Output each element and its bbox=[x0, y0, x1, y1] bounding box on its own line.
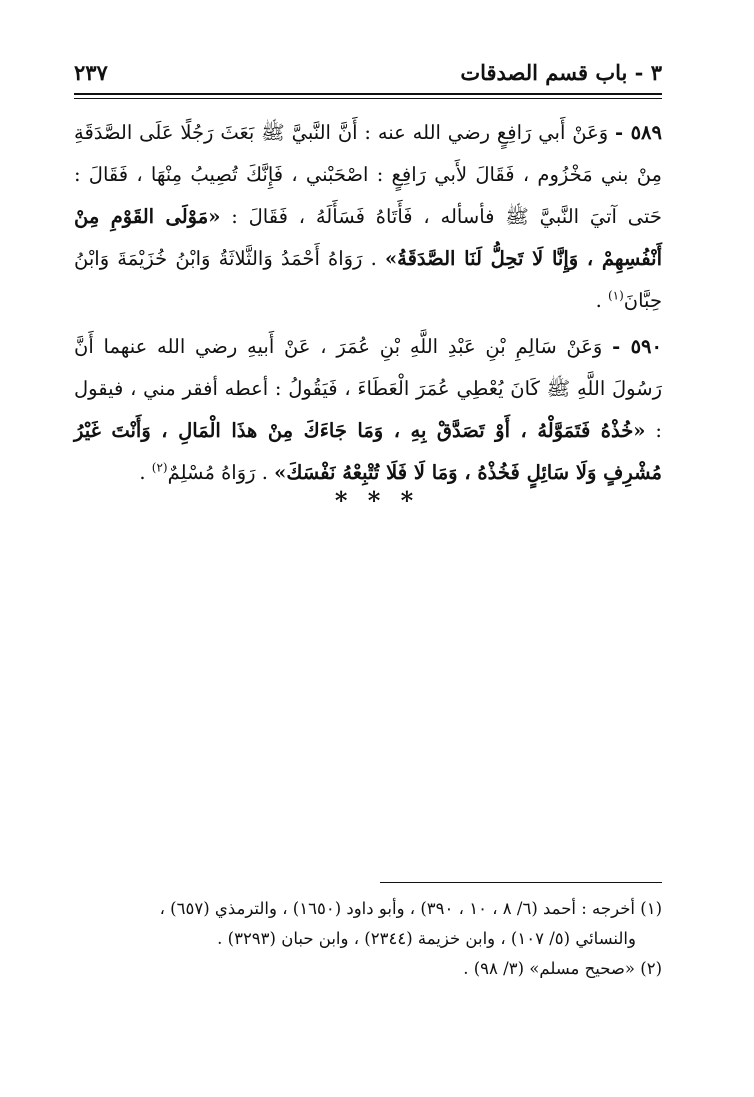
footnote-rule bbox=[380, 882, 662, 883]
hadith-number: ٥٨٩ - bbox=[615, 121, 662, 144]
hadith-text: وَعَنْ أَبي رَافِعٍ رضي الله عنه : أَنَّ النَّبيَّ ﷺ بَعَثَ رَجُلًا عَلَى الصَّدَقَةِ bbox=[74, 121, 609, 144]
header-rule bbox=[74, 93, 662, 95]
hadith-590 bbox=[74, 326, 662, 494]
hadith-end: . bbox=[139, 461, 146, 484]
page-header bbox=[74, 58, 662, 92]
hadith-quote: «مَوْلَى القَوْمِ مِنْ أَنْفُسِهِمْ ، وَإِنَّا لَا تَحِلُّ لَنَا الصَّدَقَةُ» bbox=[74, 205, 662, 270]
hadith-quote: «خُذْهُ فَتَمَوَّلْهُ ، أَوْ تَصَدَّقْ بِهِ ، وَمَا جَاءَكَ مِنْ هذَا الْمَالِ ، وَأَنْتَ غَيْرُ مُشْرِفٍ وَلَا سَائِلٍ فَخُذْهُ ، وَمَا لَا فَلَا تُتْبِعْهُ نَفْسَكَ» bbox=[74, 419, 662, 484]
hadith-text: حَتى آتيَ النَّبيَّ ﷺ فأسأله ، فَأَتَاهُ فَسَأَلَهُ ، فَقَالَ : bbox=[231, 205, 662, 228]
hadith-589 bbox=[74, 112, 662, 322]
hadith-text: مِنْ بني مَخْزُوم ، فَقَالَ لأَبي رَافِعٍ : اصْحَبْني ، فَإِنَّكَ تُصِيبُ مِنْهَا ، فَقَالَ : bbox=[74, 163, 662, 186]
footnote-1: (١) أخرجه : أحمد (٦/ ٨ ، ١٠ ، ٣٩٠) ، وأبو داود (١٦٥٠) ، والترمذي (٦٥٧) ، bbox=[159, 899, 662, 918]
hadith-end: . bbox=[595, 289, 602, 312]
hadith-number: ٥٩٠ - bbox=[612, 335, 662, 358]
section-separator: * * * bbox=[334, 486, 420, 515]
footnote-ref[interactable]: (٢) bbox=[151, 460, 168, 475]
hadith-text: ﷺ كَانَ يُعْطِي عُمَرَ الْعَطَاءَ ، فَيَقُولُ : أعطه أفقر مني ، فيقول : bbox=[74, 377, 662, 442]
hadith-narration: . رَوَاهُ مُسْلِمٌ bbox=[167, 461, 268, 484]
hadith-narration: . رَوَاهُ أَحْمَدُ وَالثَّلاثَةُ وَابْنُ خُزَيْمَةَ وَابْنُ حِبَّانَ bbox=[74, 247, 662, 312]
header-rule-thin bbox=[74, 98, 662, 99]
footnote-ref[interactable]: (١) bbox=[607, 288, 624, 303]
footnote-1-continued: والنسائي (٥/ ١٠٧) ، وابن خزيمة (٢٣٤٤) ، وابن حبان (٣٢٩٣) . bbox=[217, 929, 636, 948]
footnote-2: (٢) «صحيح مسلم» (٣/ ٩٨) . bbox=[463, 959, 662, 978]
page-body bbox=[74, 112, 662, 498]
hadith-text: وَعَنْ سَالِمِ بْنِ عَبْدِ اللَّهِ بْنِ عُمَرَ ، عَنْ أَبيهِ رضي الله عنهما أَنَّ رَسُولَ اللَّهِ bbox=[74, 335, 663, 400]
footnotes bbox=[74, 894, 662, 984]
chapter-title: ٣ - باب قسم الصدقات bbox=[460, 60, 662, 85]
page-number: ٢٣٧ bbox=[74, 60, 108, 85]
